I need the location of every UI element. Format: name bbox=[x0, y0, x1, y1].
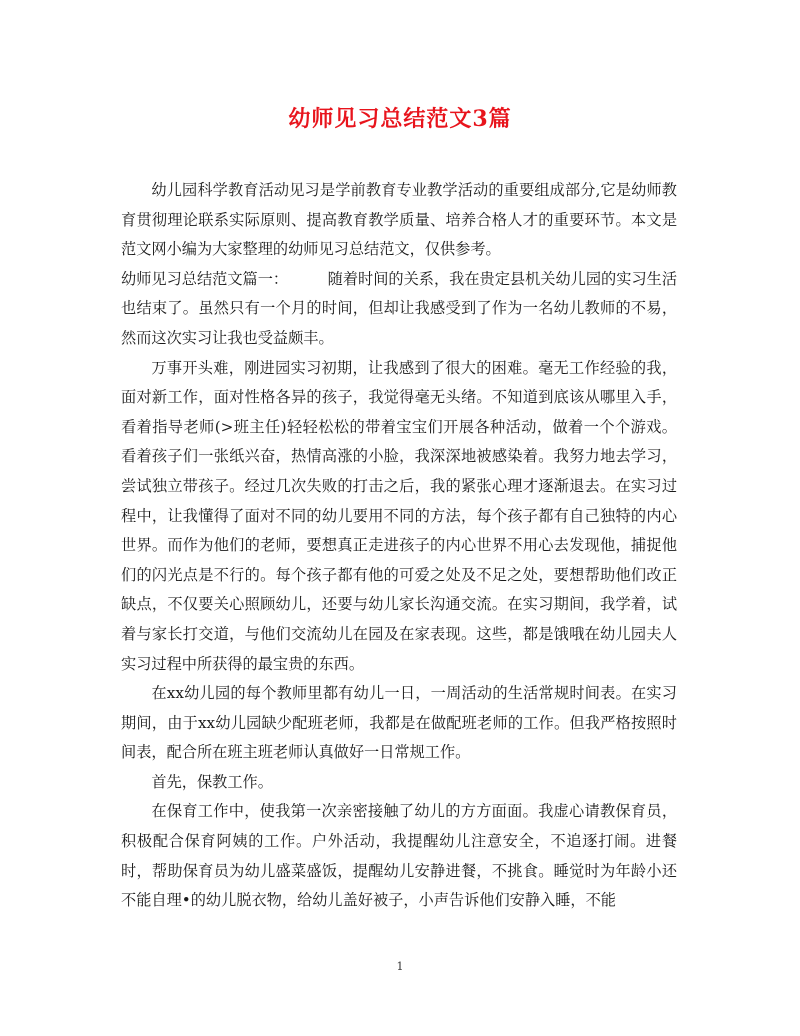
section-heading: 幼师见习总结范文篇一： bbox=[121, 269, 289, 288]
paragraph-2: 万事开头难，刚进园实习初期，让我感到了很大的困难。毫无工作经验的我，面对新工作，面对性格各异的孩子，我觉得毫无头绪。不知道到底该从哪里入手，看着指导老师(>班主任)轻轻松松的带着宝宝们开展各种活动，做着一个个游戏。看着孩子们一张纸兴奋，热情高涨的小脸，我深深地被感染着。我努力地去学习，尝试独立带孩子。经过几次失败的打击之后，我的紧张心理才逐渐退去。在实习过程中，让我懂得了面对不同的幼儿要用不同的方法，每个孩子都有自己独特的内心世界。而作为他们的老师，要想真正走进孩子的内心世界不用心去发现他，捕捉他们的闪光点是不行的。每个孩子都有他的可爱之处及不足之处，要想帮助他们改正缺点，不仅要关心照顾幼儿，还要与幼儿家长沟通交流。在实习期间，我学着，试着与家长打交道，与他们交流幼儿在园及在家表现。这些，都是饿哦在幼儿园夫人实习过程中所获得的最宝贵的东西。 bbox=[121, 358, 677, 673]
page-number: 1 bbox=[396, 960, 404, 973]
document-title: 幼师见习总结范文3篇 bbox=[288, 106, 512, 132]
section-one-text: 随着时间的关系，我在贵定县机关幼儿园的实习生活也结束了。虽然只有一个月的时间，但却让我感受到了作为一名幼儿教师的不易，然而这次实习让我也受益颇丰。 bbox=[121, 269, 678, 347]
paragraph-4: 首先，保教工作。 bbox=[151, 772, 273, 791]
paragraph-section-one bbox=[121, 265, 677, 354]
document-body bbox=[121, 176, 677, 916]
paragraph-3: 在xx幼儿园的每个教师里都有幼儿一日，一周活动的生活常规时间表。在实习期间，由于xx幼儿园缺少配班老师，我都是在做配班老师的工作。但我严格按照时间表，配合所在班主班老师认真做好一日常规工作。 bbox=[121, 684, 677, 762]
paragraph-intro: 幼儿园科学教育活动见习是学前教育专业教学活动的重要组成部分,它是幼师教育贯彻理论联系实际原则、提高教育教学质量、培养合格人才的重要环节。本文是范文网小编为大家整理的幼师见习总结范文，仅供参考。 bbox=[121, 181, 677, 259]
paragraph-5: 在保育工作中，使我第一次亲密接触了幼儿的方方面面。我虚心请教保育员，积极配合保育阿姨的工作。户外活动，我提醒幼儿注意安全，不追逐打闹。进餐时，帮助保育员为幼儿盛菜盛饭，提醒幼儿安静进餐，不挑食。睡觉时为年龄小还不能自理•的幼儿脱衣物，给幼儿盖好被子，小声告诉他们安静入睡，不能 bbox=[121, 802, 677, 910]
